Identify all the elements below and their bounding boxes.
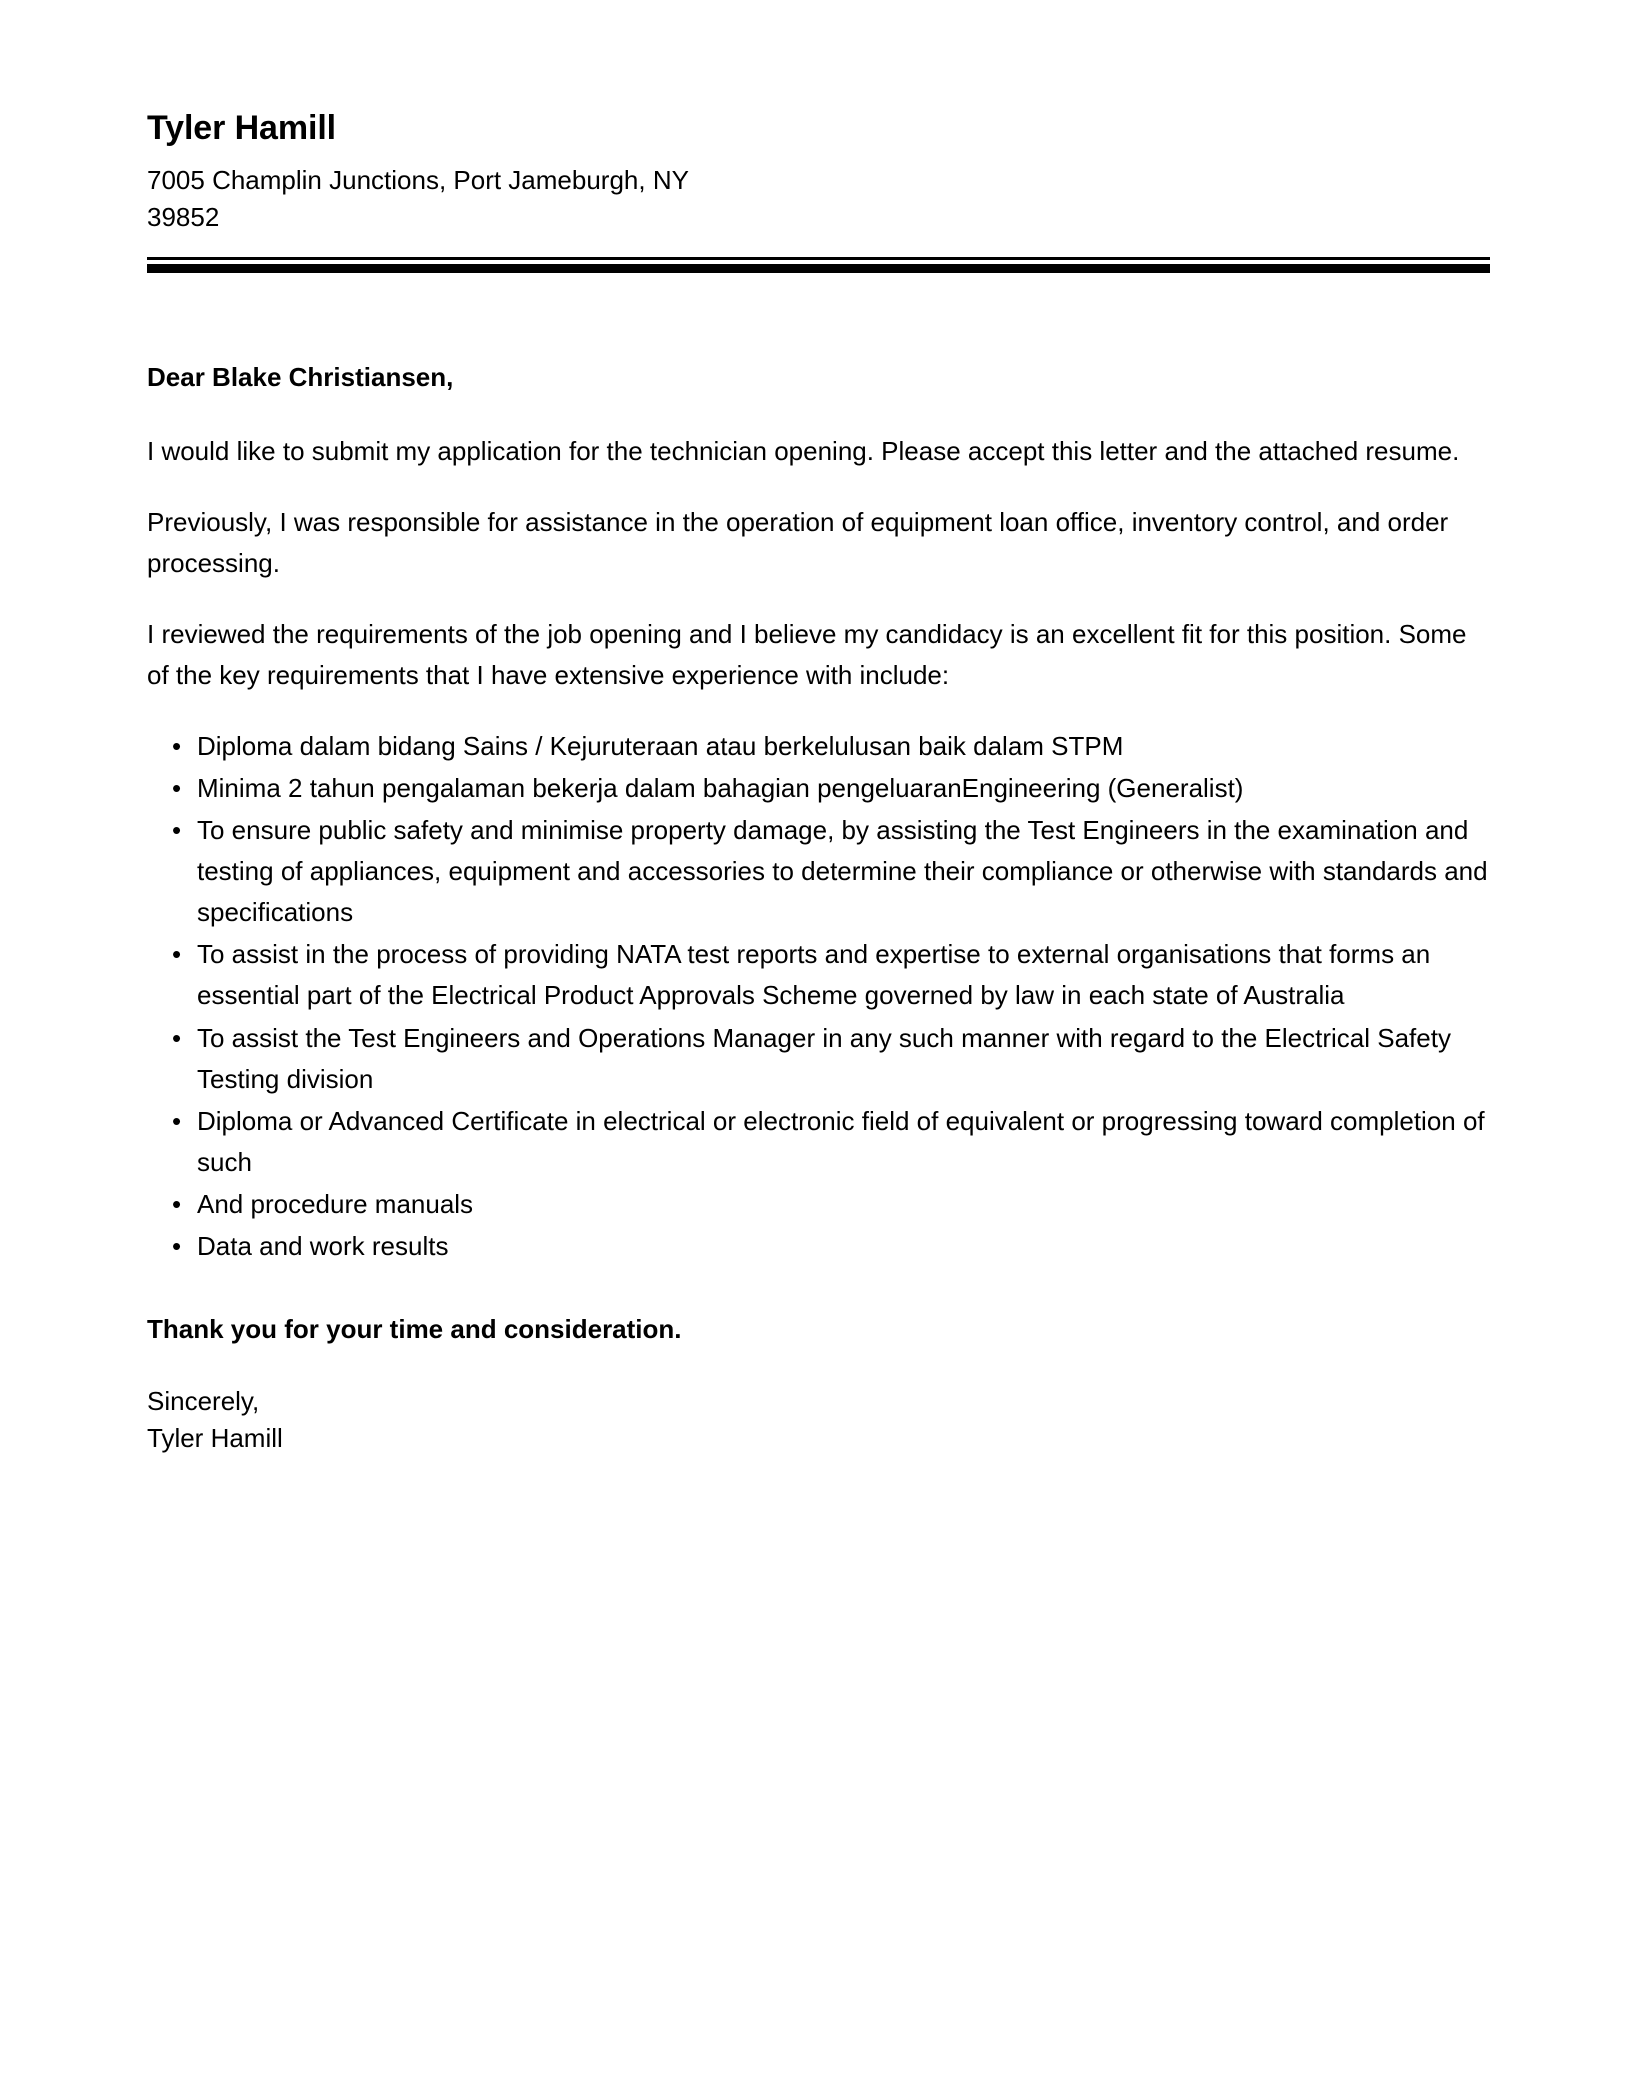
- body-paragraph-3: I reviewed the requirements of the job opening and I believe my candidacy is an excellent fit for this position. Some of the key requirements that I have extensive experience with include:: [147, 618, 1467, 690]
- body-paragraph-1: I would like to submit my application for the technician opening. Please accept this letter and the attached resume.: [147, 435, 1460, 466]
- bullet-icon: •: [172, 1022, 182, 1053]
- bullet-icon: •: [172, 1188, 182, 1219]
- bullet-icon: •: [172, 939, 182, 970]
- valediction: Sincerely,: [147, 1385, 260, 1416]
- sender-name: Tyler Hamill: [147, 109, 337, 147]
- divider-thick-line: [147, 264, 1490, 273]
- list-item: [147, 1101, 1490, 1183]
- document-content: [147, 0, 1490, 1457]
- list-item: [147, 726, 1490, 767]
- list-item-text: To assist the Test Engineers and Operations Manager in any such manner with regard to the Electrical Safety Testing division: [197, 1022, 1451, 1094]
- header-divider-rule: [147, 257, 1490, 273]
- list-item-text: Minima 2 tahun pengalaman bekerja dalam bahagian pengeluaranEngineering (Generalist): [197, 773, 1244, 804]
- list-item-text: And procedure manuals: [197, 1188, 474, 1219]
- body-paragraph-2: Previously, I was responsible for assistance in the operation of equipment loan office, inventory control, and order processing.: [147, 506, 1449, 578]
- list-item-text: To assist in the process of providing NATA test reports and expertise to external organisations that forms an essential part of the Electrical Product Approvals Scheme governed by law in each state of Australia: [197, 939, 1431, 1011]
- list-item: [147, 1226, 1490, 1267]
- bullet-icon: •: [172, 1230, 182, 1261]
- list-item-text: To ensure public safety and minimise property damage, by assisting the Test Engineers in the examination and testing of appliances, equipment and accessories to determine their compliance or otherwise with standards and specifications: [197, 815, 1488, 928]
- sender-address-line-2: 39852: [147, 202, 220, 233]
- qualifications-list: [147, 726, 1490, 1267]
- letterhead: [147, 0, 1490, 273]
- sender-address-line-1: 7005 Champlin Junctions, Port Jameburgh, NY: [147, 165, 689, 196]
- list-item: [147, 1184, 1490, 1225]
- list-item: [147, 810, 1490, 933]
- list-item-text: Diploma or Advanced Certificate in electrical or electronic field of equivalent or progressing toward completion of such: [197, 1105, 1485, 1177]
- list-item: [147, 768, 1490, 809]
- bullet-icon: •: [172, 731, 182, 761]
- list-item-text: Diploma dalam bidang Sains / Kejuruteraan atau berkelulusan baik dalam STPM: [197, 731, 1124, 761]
- letter-body: [147, 359, 1490, 1457]
- bullet-icon: •: [172, 815, 182, 846]
- bullet-icon: •: [172, 773, 182, 804]
- list-item: [147, 1018, 1490, 1100]
- closing-statement: Thank you for your time and consideration.: [147, 1314, 682, 1345]
- salutation: Dear Blake Christiansen,: [147, 361, 454, 392]
- list-item-text: Data and work results: [197, 1230, 449, 1261]
- bullet-icon: •: [172, 1105, 182, 1136]
- list-item: [147, 934, 1490, 1016]
- signoff-block: [147, 1383, 1490, 1457]
- signature-name: Tyler Hamill: [147, 1422, 283, 1453]
